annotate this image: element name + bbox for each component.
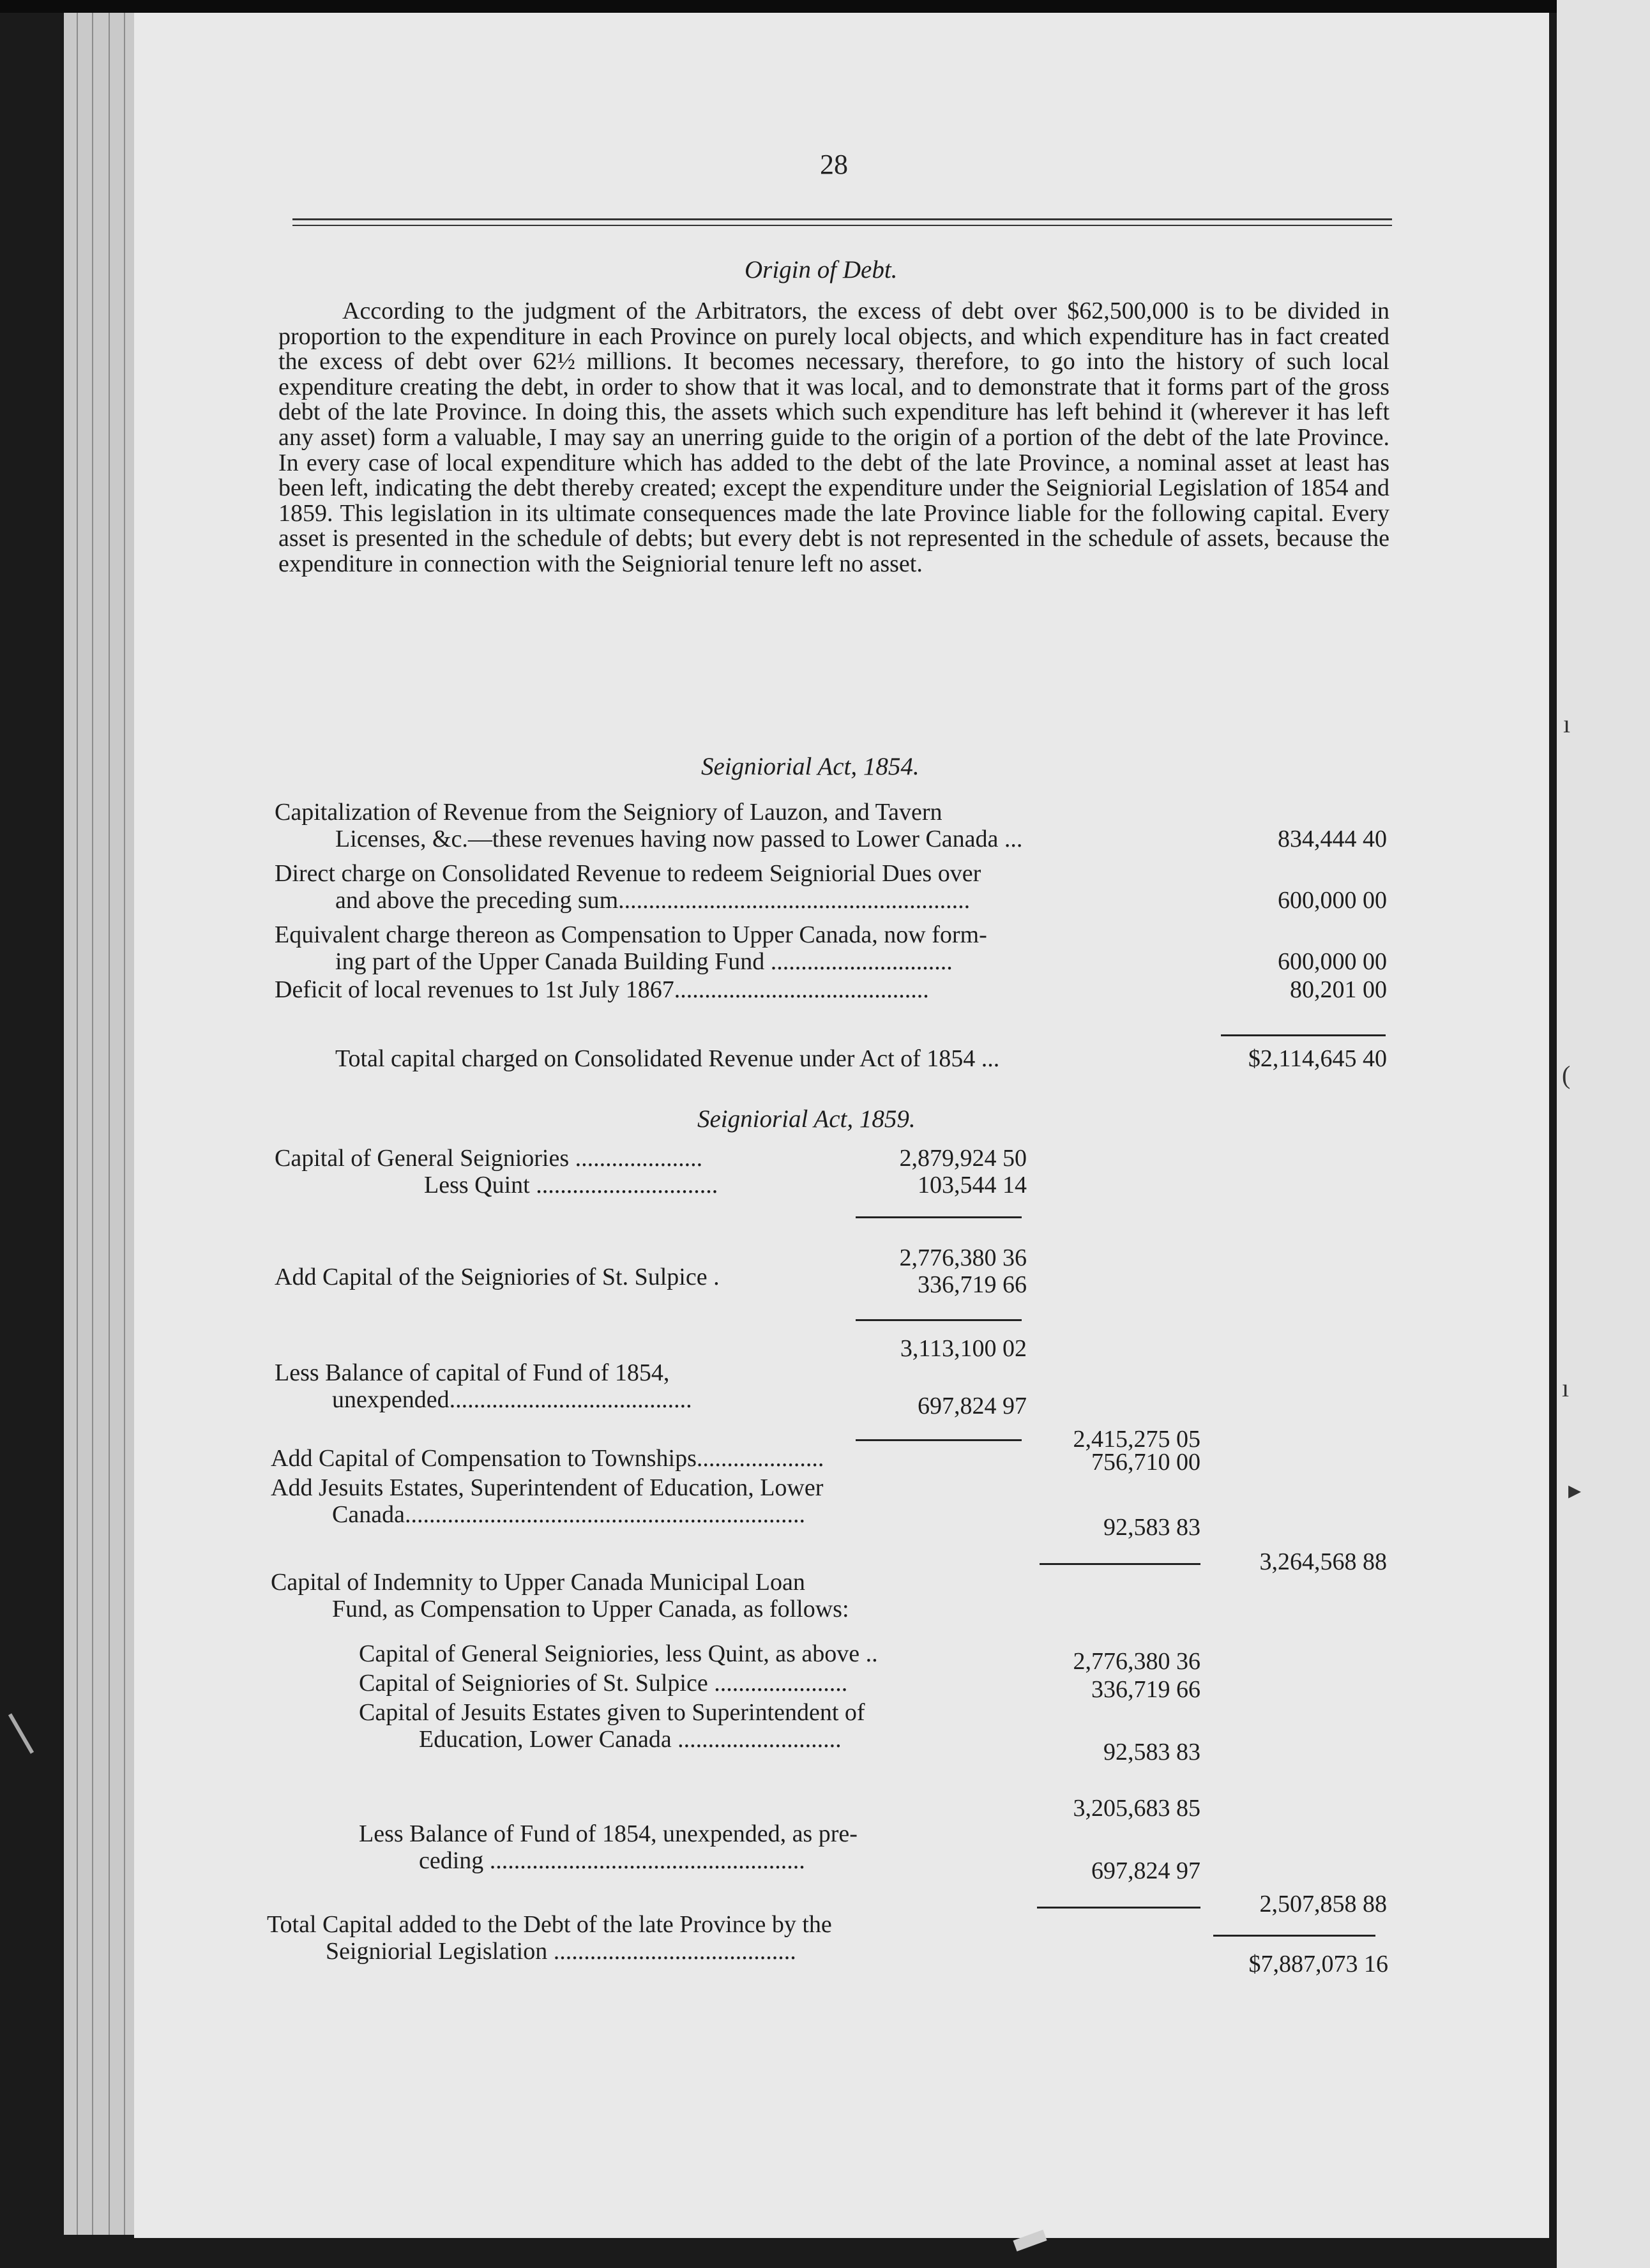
item-amount: 2,879,924 50 (899, 1145, 1027, 1172)
item-amount: 756,710 00 (1091, 1449, 1200, 1476)
sum-rule (1213, 1935, 1375, 1937)
item-amount: 80,201 00 (1290, 976, 1387, 1003)
item-label: Add Capital of Compensation to Townships..................... (271, 1445, 824, 1472)
item-amount: 336,719 66 (918, 1271, 1027, 1298)
item-amount: 697,824 97 (918, 1393, 1027, 1419)
item-label: Capital of Indemnity to Upper Canada Municipal Loan (271, 1569, 805, 1596)
item-label: Add Jesuits Estates, Superintendent of Education, Lower (271, 1474, 824, 1501)
scan-artifact (8, 1713, 34, 1754)
item-amount: 600,000 00 (1278, 948, 1387, 975)
item-label: Less Balance of Fund of 1854, unexpended, as pre- (359, 1820, 858, 1847)
paragraph-text: According to the judgment of the Arbitrators, the excess of debt over $62,500,000 is to be divided in proportion to the expenditure in each Province on purely local objects, and which expenditure has in fact created the excess of debt over 62½ millions. It becomes necessary, therefore, to go into the history of such local expenditure creating the debt, in order to show that it was local, and to demonstrate that it forms part of the gross debt of the late Province. In doing this, the assets which such expenditure has left behind it (wherever it has left any asset) form a valuable, I may say an unerring guide to the origin of a portion of the debt of the late Province. In every case of local expenditure which has added to the debt of the late Province, a nominal asset at least has been left, indicating the debt thereby created; except the expenditure under the Seigniorial Legislation of 1854 and 1859. This legislation in its ultimate consequences made the late Province liable for the following capital. Every asset is presented in the schedule of debts; but every debt is not represented in the schedule of assets, because the expenditure in connection with the Seigniorial tenure left no asset. (278, 298, 1389, 577)
sum-rule (856, 1216, 1022, 1218)
item-amount: 92,583 83 (1103, 1739, 1200, 1765)
item-label: Capital of Seigniories of St. Sulpice ...................... (359, 1670, 848, 1697)
item-amount: 600,000 00 (1278, 887, 1387, 914)
section-heading-1854: Seigniorial Act, 1854. (701, 753, 920, 780)
item-label: Add Capital of the Seigniories of St. Sulpice . (275, 1264, 720, 1290)
subtotal-amount: 3,264,568 88 (1259, 1548, 1387, 1575)
item-label: Equivalent charge thereon as Compensation to Upper Canada, now form- (275, 921, 987, 948)
item-label: Fund, as Compensation to Upper Canada, as follows: (332, 1596, 849, 1622)
item-label: Capital of Jesuits Estates given to Superintendent of (359, 1699, 865, 1726)
subtotal-amount: 2,415,275 05 (1073, 1426, 1200, 1453)
section-heading-origin: Origin of Debt. (745, 256, 898, 284)
subtotal-amount: 2,507,858 88 (1259, 1891, 1387, 1917)
origin-paragraph (278, 299, 1389, 577)
section-heading-1859: Seigniorial Act, 1859. (697, 1105, 916, 1133)
item-label: Deficit of local revenues to 1st July 1867.......................................... (275, 976, 929, 1003)
grand-total-label: Total Capital added to the Debt of the late Province by the (267, 1911, 832, 1938)
item-amount: 697,824 97 (1091, 1857, 1200, 1884)
item-label: Canada.................................................................. (332, 1501, 805, 1528)
stacked-page-edges (64, 13, 135, 2235)
item-label: ing part of the Upper Canada Building Fund .............................. (335, 948, 953, 975)
item-label: Direct charge on Consolidated Revenue to redeem Seigniorial Dues over (275, 860, 981, 887)
item-label: Less Quint .............................. (424, 1172, 718, 1198)
header-rule (292, 225, 1392, 226)
item-label: Capital of General Seigniories, less Quint, as above .. (359, 1640, 878, 1667)
sum-rule (1040, 1563, 1200, 1565)
item-label: Licenses, &c.—these revenues having now passed to Lower Canada ... (335, 826, 1023, 852)
grand-total-label: Seigniorial Legislation ........................................ (326, 1938, 796, 1965)
subtotal-amount: 3,205,683 85 (1073, 1795, 1200, 1822)
item-label: ceding .................................................... (419, 1847, 805, 1874)
item-amount: 336,719 66 (1091, 1676, 1200, 1703)
item-amount: 834,444 40 (1278, 826, 1387, 852)
page-number: 28 (820, 149, 848, 180)
header-rule (292, 218, 1392, 220)
total-amount: $2,114,645 40 (1248, 1045, 1387, 1072)
item-amount: 103,544 14 (918, 1172, 1027, 1198)
item-label: unexpended........................................ (332, 1386, 692, 1413)
subtotal-amount: 2,776,380 36 (899, 1244, 1027, 1271)
item-label: Capitalization of Revenue from the Seigniory of Lauzon, and Tavern (275, 799, 942, 826)
grand-total-amount: $7,887,073 16 (1248, 1951, 1388, 1977)
sum-rule (1221, 1034, 1386, 1036)
item-label: and above the preceding sum.......................................................... (335, 887, 971, 914)
sum-rule (856, 1319, 1022, 1321)
sum-rule (1037, 1907, 1200, 1909)
item-label: Capital of General Seigniories ..................... (275, 1145, 703, 1172)
subtotal-amount: 3,113,100 02 (900, 1335, 1027, 1362)
item-label: Less Balance of capital of Fund of 1854, (275, 1359, 670, 1386)
facing-page-edge: ı ( ı ▸ (1557, 0, 1650, 2268)
scan-border (0, 0, 1650, 13)
total-label: Total capital charged on Consolidated Revenue under Act of 1854 ... (335, 1045, 1000, 1072)
item-amount: 2,776,380 36 (1073, 1648, 1200, 1675)
sum-rule (856, 1439, 1022, 1441)
item-amount: 92,583 83 (1103, 1514, 1200, 1541)
item-label: Education, Lower Canada ........................... (419, 1726, 842, 1753)
